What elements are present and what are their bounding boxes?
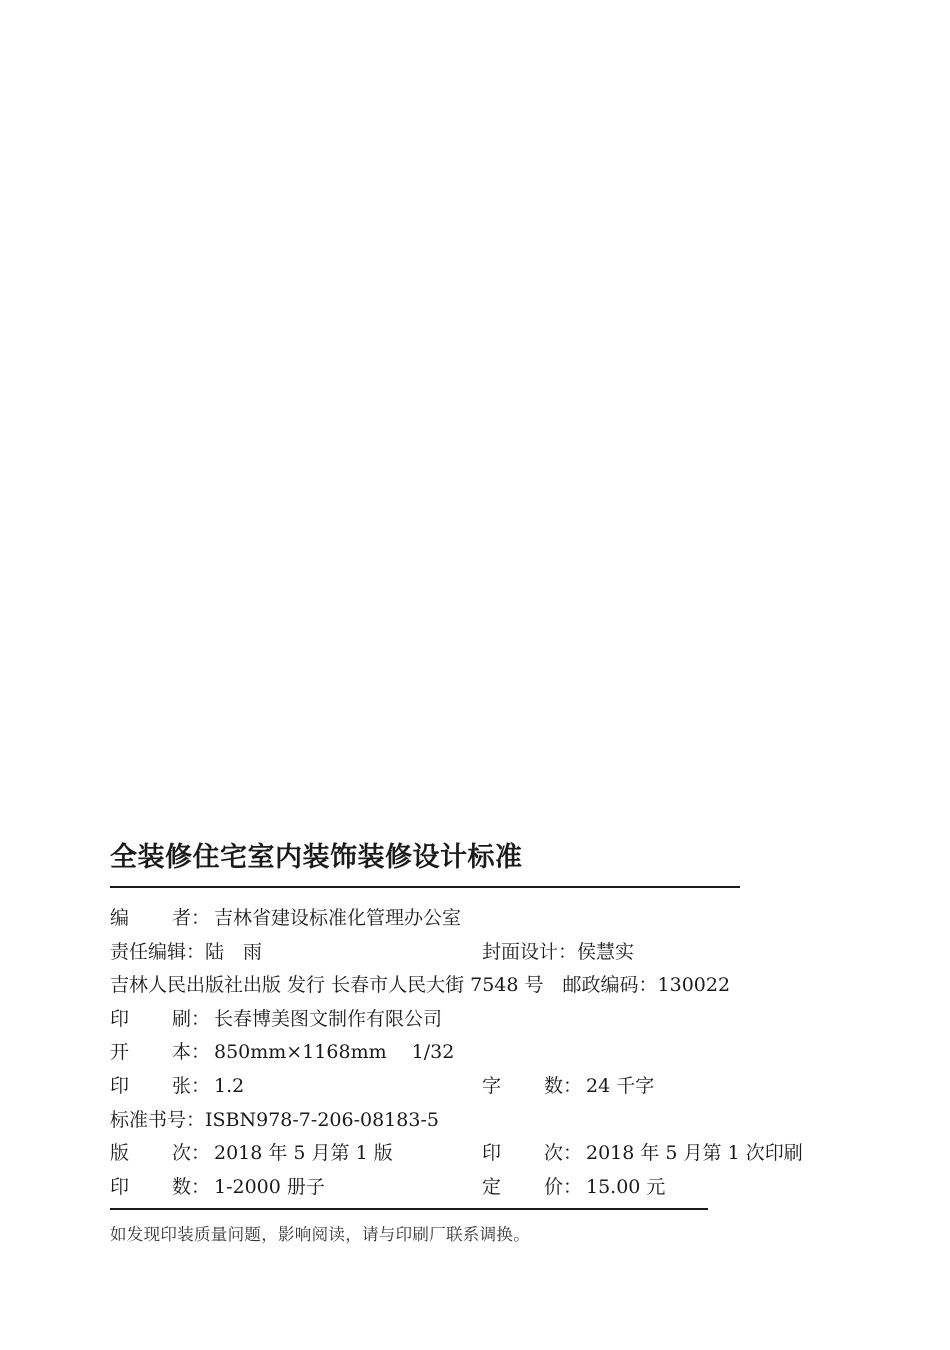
- editor-row: [110, 936, 810, 970]
- quality-notice: 如发现印装质量问题，影响阅读，请与印刷厂联系调换。: [110, 1225, 530, 1245]
- print-run-value: 1-2000 册子: [214, 1175, 325, 1198]
- sheets-value: 1.2: [214, 1074, 245, 1097]
- format-value: 850mm×1168mm 1/32: [214, 1041, 455, 1064]
- price-label: 定 价：: [482, 1175, 583, 1198]
- edition-value: 2018 年 5 月第 1 版: [214, 1142, 393, 1165]
- format-label: 开 本：: [110, 1041, 211, 1064]
- title-rule: [110, 886, 740, 888]
- author-row: [110, 902, 810, 936]
- edition-row: [110, 1137, 810, 1171]
- sheets-label: 印 张：: [110, 1074, 211, 1097]
- author-label: 编 者：: [110, 907, 211, 929]
- publisher-text: 吉林人民出版社出版 发行 长春市人民大街 7548 号 邮政编码：130022: [110, 974, 731, 997]
- printer-row: [110, 1003, 810, 1037]
- sheets-row: [110, 1070, 810, 1104]
- publisher-row: [110, 969, 810, 1003]
- print-run-row: [110, 1171, 810, 1205]
- isbn-row: [110, 1104, 810, 1138]
- impression-value: 2018 年 5 月第 1 次印刷: [586, 1142, 803, 1165]
- printer-label: 印 刷：: [110, 1007, 211, 1030]
- editor-value: 陆 雨: [205, 940, 263, 963]
- bottom-rule: [110, 1208, 708, 1210]
- book-title: 全装修住宅室内装饰装修设计标准: [110, 842, 523, 873]
- edition-label: 版 次：: [110, 1142, 211, 1165]
- isbn-label: 标准书号：: [110, 1108, 206, 1131]
- cover-designer-label: 封面设计：: [482, 940, 578, 963]
- colophon: [110, 838, 810, 1250]
- author-value: 吉林省建设标准化管理办公室: [214, 907, 462, 929]
- impression-label: 印 次：: [482, 1142, 583, 1165]
- editor-label: 责任编辑：: [110, 940, 206, 963]
- printer-value: 长春博美图文制作有限公司: [214, 1007, 443, 1030]
- word-count-value: 24 千字: [586, 1074, 655, 1097]
- cover-designer-value: 侯慧实: [577, 940, 635, 963]
- print-run-label: 印 数：: [110, 1175, 211, 1198]
- price-value: 15.00 元: [586, 1175, 666, 1198]
- isbn-value: ISBN978-7-206-08183-5: [205, 1108, 439, 1131]
- format-row: [110, 1036, 810, 1070]
- word-count-label: 字 数：: [482, 1074, 583, 1097]
